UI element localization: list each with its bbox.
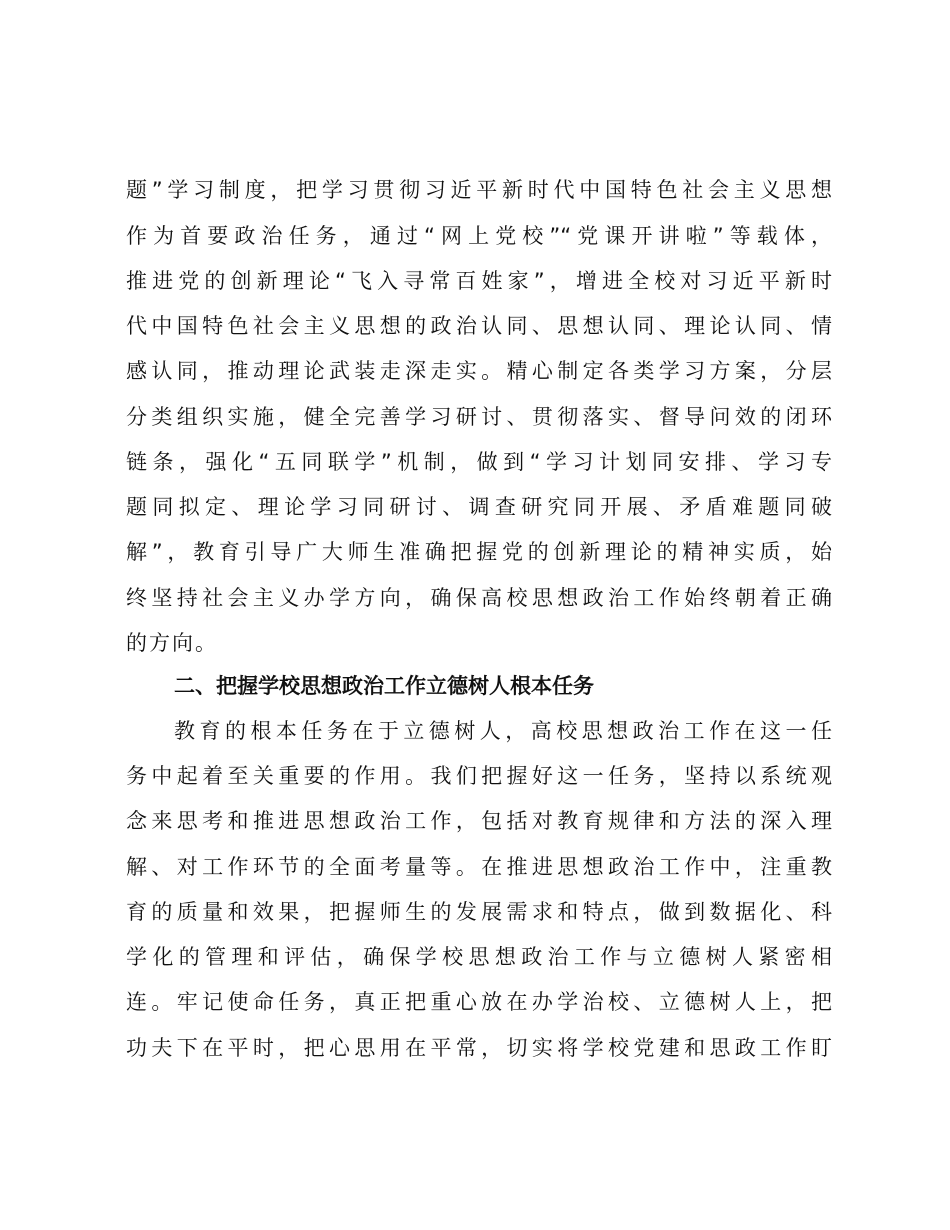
paragraph-line: 念来思考和推进思想政治工作，包括对教育规律和方法的深入理 [126,809,832,833]
paragraph-line: 解”，教育引导广大师生准确把握党的创新理论的精神实质，始 [126,540,832,564]
paragraph-line: 链条，强化“五同联学”机制，做到“学习计划同安排、学习专 [126,450,832,474]
section-heading: 二、把握学校思想政治工作立德树人根本任务 [174,674,594,698]
paragraph-line: 学化的管理和评估，确保学校思想政治工作与立德树人紧密相 [126,945,832,969]
paragraph-line: 代中国特色社会主义思想的政治认同、思想认同、理论认同、情 [126,314,832,338]
paragraph-line: 感认同，推动理论武装走深走实。精心制定各类学习方案，分层 [126,359,832,383]
paragraph-line: 终坚持社会主义办学方向，确保高校思想政治工作始终朝着正确 [126,586,832,610]
paragraph-line: 作为首要政治任务，通过“网上党校”“党课开讲啦”等载体， [126,224,832,248]
paragraph-line: 功夫下在平时，把心思用在平常，切实将学校党建和思政工作盯 [126,1036,832,1060]
paragraph-line: 务中起着至关重要的作用。我们把握好这一任务，坚持以系统观 [126,764,832,788]
paragraph-line: 题同拟定、理论学习同研讨、调查研究同开展、矛盾难题同破 [126,495,832,519]
paragraph-line: 题”学习制度，把学习贯彻习近平新时代中国特色社会主义思想 [126,178,832,202]
paragraph-line: 教育的根本任务在于立德树人，高校思想政治工作在这一任 [174,719,832,743]
paragraph-line: 推进党的创新理论“飞入寻常百姓家”，增进全校对习近平新时 [126,269,832,293]
paragraph-line: 连。牢记使命任务，真正把重心放在办学治校、立德树人上，把 [126,990,832,1014]
paragraph-line: 的方向。 [126,631,218,655]
paragraph-line: 育的质量和效果，把握师生的发展需求和特点，做到数据化、科 [126,900,832,924]
paragraph-line: 分类组织实施，健全完善学习研讨、贯彻落实、督导问效的闭环 [126,405,832,429]
paragraph-line: 解、对工作环节的全面考量等。在推进思想政治工作中，注重教 [126,855,832,879]
